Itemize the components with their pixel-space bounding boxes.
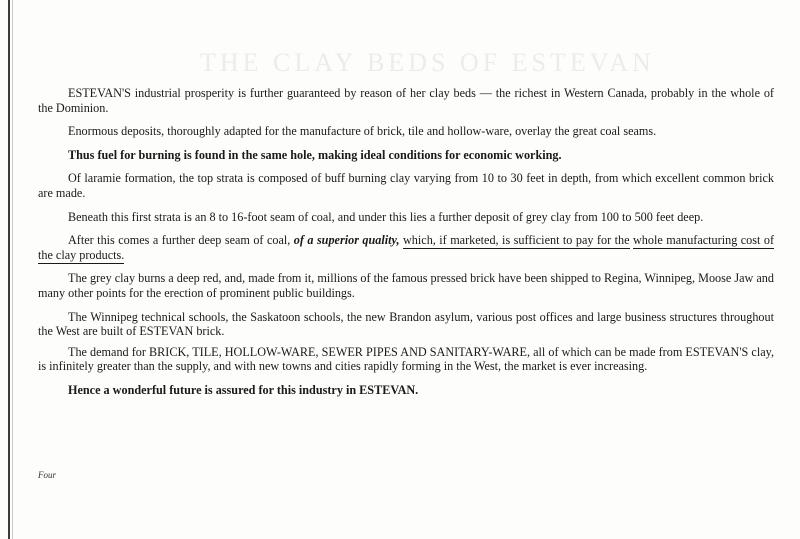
- paragraph-fuel: Thus fuel for burning is found in the same hole, making ideal conditions for economic working.: [68, 147, 562, 162]
- underlined-phrase-end: whole manufacturing cost of the clay products.: [38, 233, 774, 262]
- faded-page-title: THE CLAY BEDS OF ESTEVAN: [200, 48, 655, 77]
- paragraph-coal-seam: Beneath this first strata is an 8 to 16-foot seam of coal, and under this lies a further deposit of grey clay from 100 to 500 feet deep.: [68, 209, 704, 224]
- paragraph-winnipeg: The Winnipeg technical schools, the Saskatoon schools, the new Brandon asylum, various post offices and large business structures throughout the West are built of ESTEVAN brick.: [38, 309, 774, 339]
- page-number: Four: [38, 470, 56, 480]
- paragraph-six-start: After this comes a further deep seam of coal,: [68, 233, 291, 248]
- underlined-phrase: which, if marketed, is sufficient to pay for the: [403, 233, 630, 248]
- paragraph-clay-beds: ESTEVAN'S industrial prosperity is further guaranteed by reason of her clay beds — the richest in Western Canada, probably in the whole of the Dominion.: [38, 86, 774, 115]
- paragraph-superior-quality: [38, 233, 774, 262]
- paragraph-demand: The demand for BRICK, TILE, HOLLOW-WARE, SEWER PIPES AND SANITARY-WARE, all of which can be made from ESTEVAN'S clay, is infinitely greater than the supply, and with new towns and cities rapidly forming in the West, the market is ever increasing.: [38, 344, 774, 374]
- paragraph-deposits: Enormous deposits, thoroughly adapted for the manufacture of brick, tile and hollow-ware, overlay the great coal seams.: [68, 124, 657, 139]
- paragraph-grey-clay: The grey clay burns a deep red, and, made from it, millions of the famous pressed brick have been shipped to Regina, Winnipeg, Moose Jaw and many other points for the erection of prominent public buildings.: [38, 271, 774, 300]
- paragraph-laramie: Of laramie formation, the top strata is composed of buff burning clay varying from 10 to 30 feet in depth, from which excellent common brick are made.: [38, 171, 774, 200]
- body-text: [38, 86, 774, 407]
- superior-quality-emphasis: of a superior quality,: [293, 233, 400, 248]
- binding-edge-shadow: [12, 0, 13, 539]
- binding-edge: [8, 0, 10, 539]
- paragraph-future: Hence a wonderful future is assured for this industry in ESTEVAN.: [68, 382, 419, 397]
